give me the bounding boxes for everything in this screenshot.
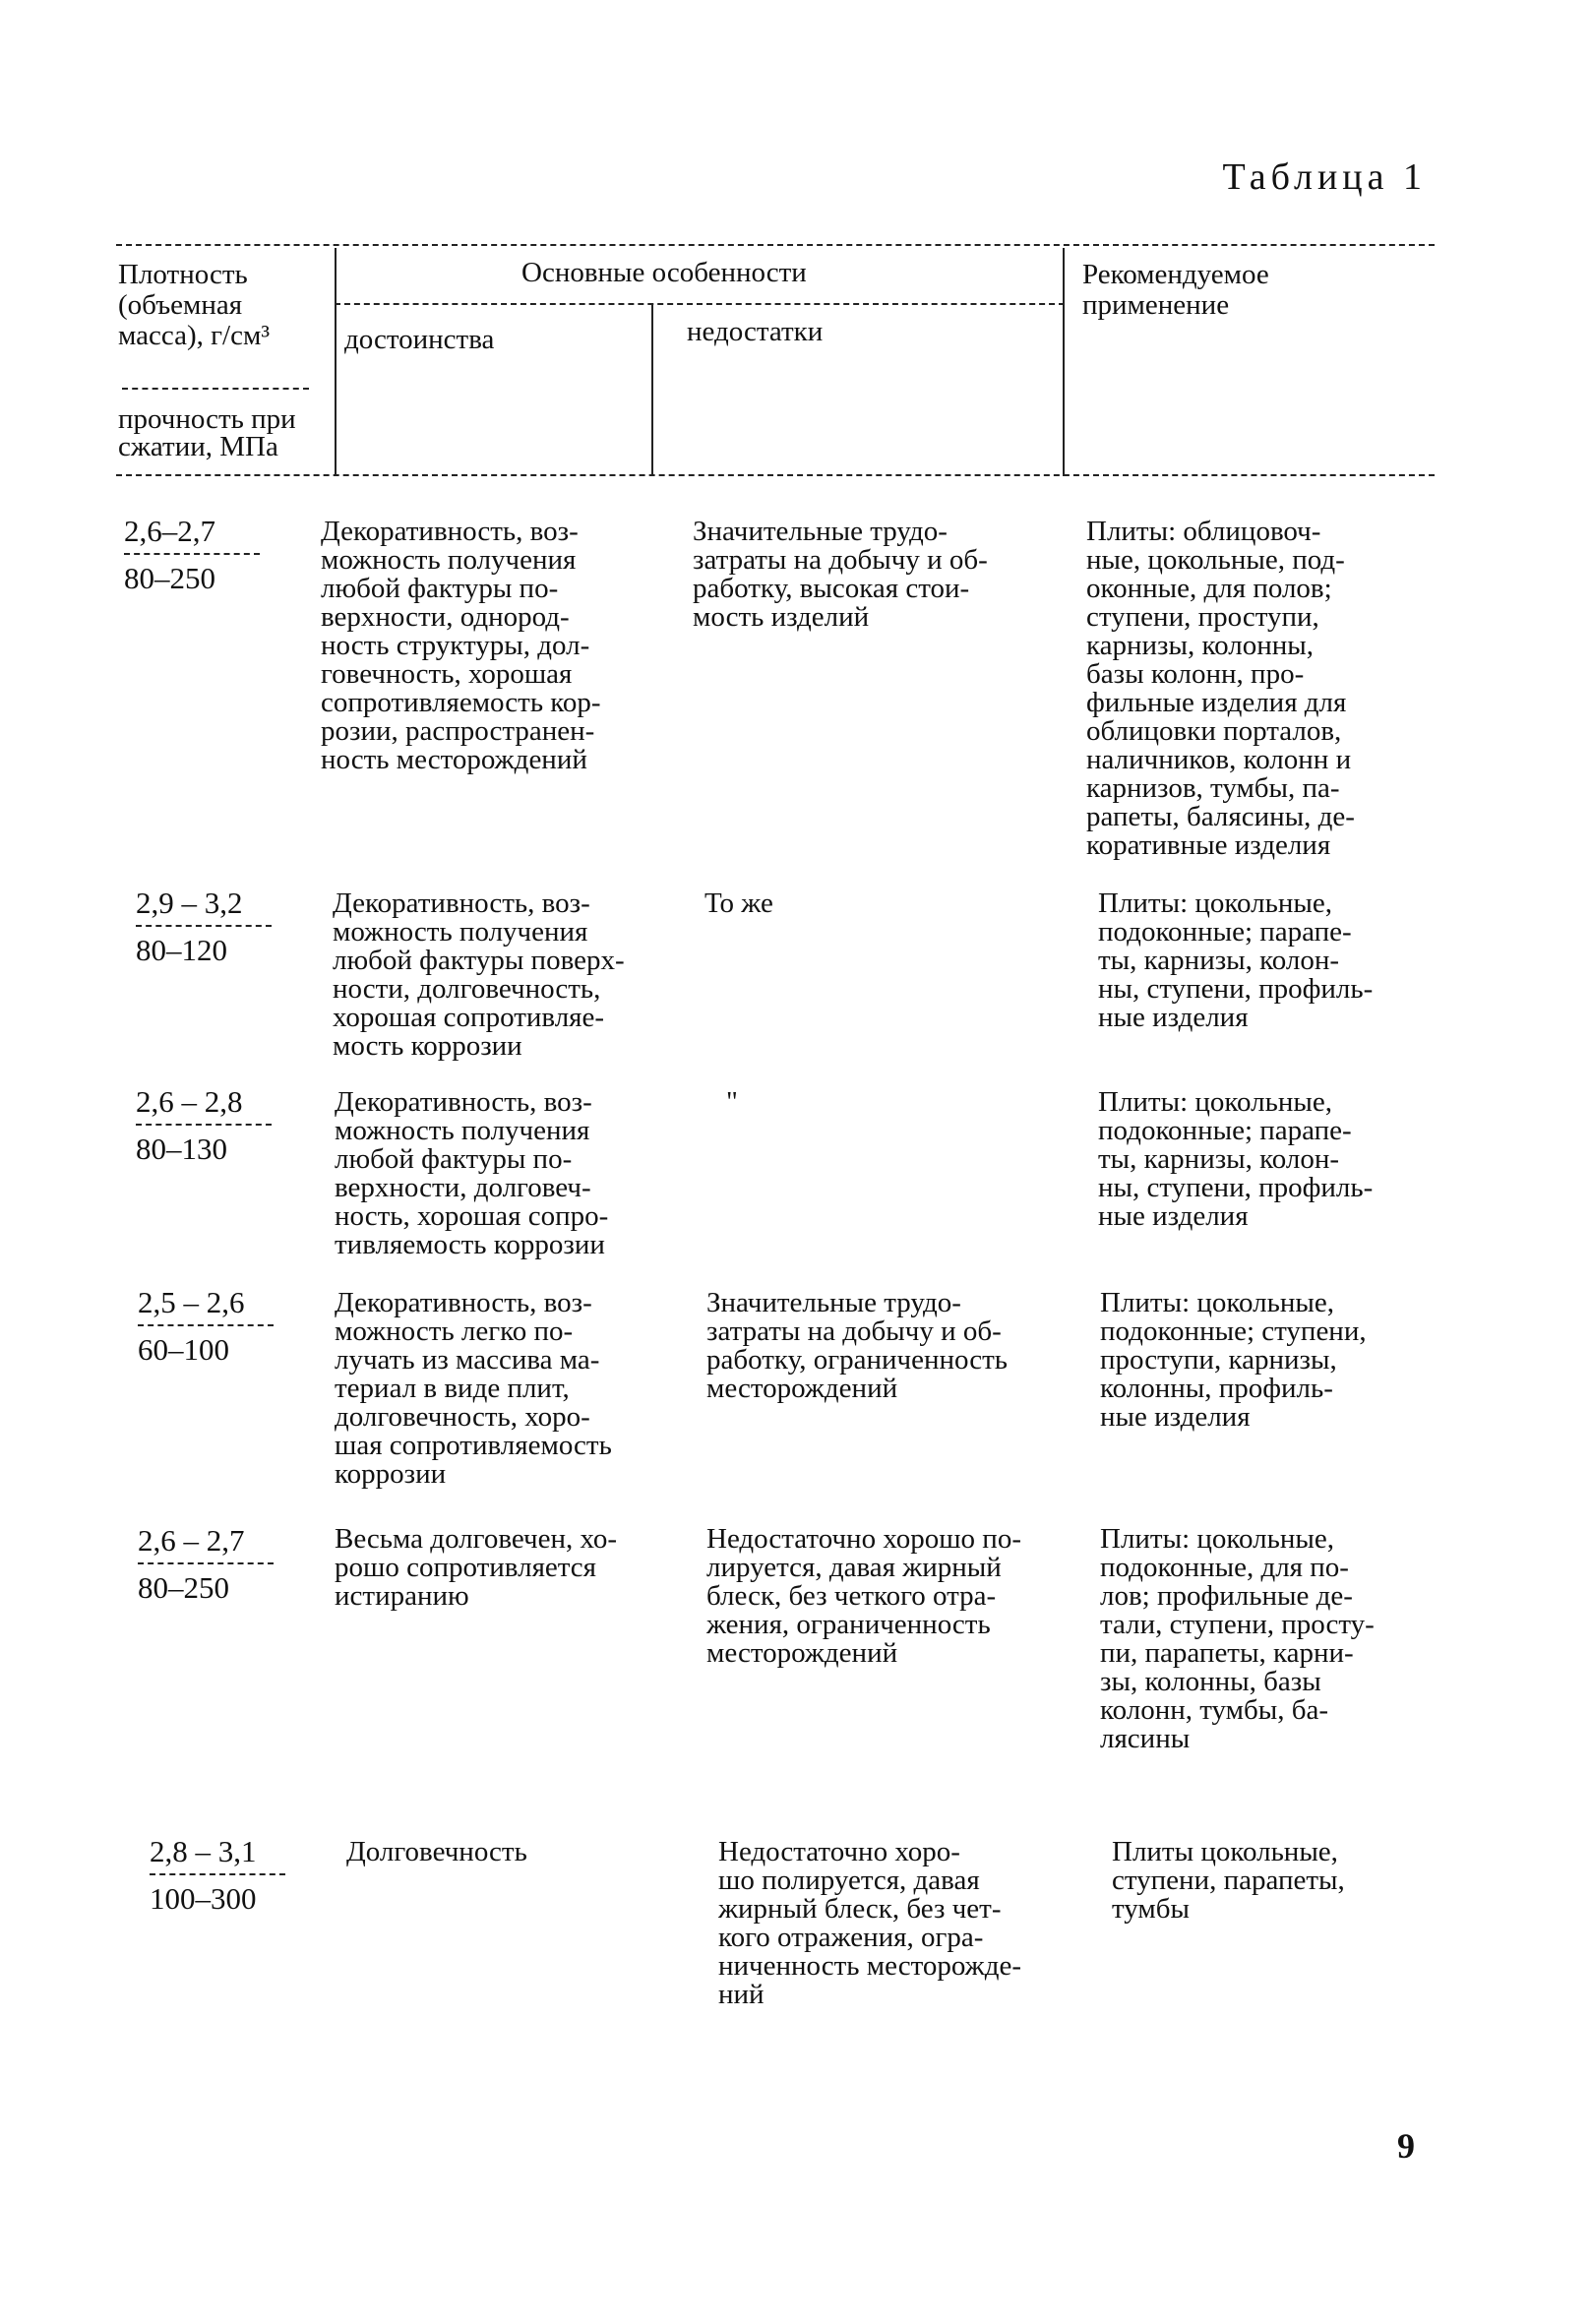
- density-value: 2,5 – 2,6: [138, 1285, 245, 1319]
- header-disadvantages: недостатки: [687, 316, 824, 347]
- fraction-line: [136, 1124, 272, 1126]
- table-row-5-density: [138, 1525, 274, 1603]
- page-number: 9: [1397, 2126, 1415, 2166]
- table-row-4-density: [138, 1287, 274, 1365]
- col-border-3: [1063, 248, 1065, 476]
- table-row-3-disadvantages: ": [726, 1086, 738, 1118]
- table-caption: Таблица 1: [1222, 156, 1427, 198]
- table-row-1-advantages: Декоративность, воз- можность получения любой фактуры по- верхности, однород- ность структуры, дол- говечность, хорошая сопротивляемость кор- розии, распространен- ность месторождений: [321, 516, 601, 775]
- table-row-6-disadvantages: Недостаточно хоро- шо полируется, давая жирный блеск, без чет- кого отражения, огра- ниченность месторожде- ний: [718, 1836, 1021, 2010]
- header-density: Плотность (объемная масса), г/см³: [118, 259, 271, 351]
- col-border-2: [651, 305, 653, 476]
- fraction-line: [138, 1562, 274, 1564]
- fraction-line: [124, 553, 260, 555]
- density-value: 2,6 – 2,7: [138, 1523, 245, 1558]
- table-row-6-density: [150, 1836, 285, 1914]
- header-main-group: Основные особенности: [521, 257, 807, 288]
- strength-value: 80–250: [124, 561, 215, 595]
- density-value: 2,6–2,7: [124, 514, 215, 548]
- header-strength: прочность при сжатии, МПа: [118, 403, 296, 462]
- table-row-4-disadvantages: Значительные трудо- затраты на добычу и об- работку, ограниченность месторождений: [706, 1287, 1008, 1404]
- fraction-line: [150, 1873, 285, 1875]
- table-row-1-disadvantages: Значительные трудо- затраты на добычу и об- работку, высокая стои- мость изделий: [693, 516, 988, 633]
- strength-value: 100–300: [150, 1881, 257, 1916]
- table-row-5-advantages: Весьма долговечен, хо- рошо сопротивляется истиранию: [335, 1523, 618, 1612]
- table-row-6-advantages: Долговечность: [346, 1836, 527, 1867]
- table-row-4-advantages: Декоративность, воз- можность легко по- лучать из массива ма- териал в виде плит, долговечность, хоро- шая сопротивляемость коррозии: [335, 1287, 612, 1490]
- table-row-1-application: Плиты: облицовоч- ные, цокольные, под- оконные, для полов; ступени, проступи, карнизы, колонны, базы колонн, про- фильные изделия для облицовки порталов, наличников, колонн и карнизов, тумбы, па- рапеты, балясины, де- коративные изделия: [1086, 516, 1355, 861]
- strength-value: 80–250: [138, 1570, 229, 1605]
- table-row-1-density: [124, 516, 260, 593]
- table-row-6-application: Плиты цокольные, ступени, парапеты, тумбы: [1112, 1836, 1345, 1925]
- table-row-3-advantages: Декоративность, воз- можность получения любой фактуры по- верхности, долговеч- ность, хорошая сопро- тивляемость коррозии: [335, 1086, 609, 1260]
- table-row-5-disadvantages: Недостаточно хорошо по- лируется, давая жирный блеск, без четкого отра- жения, ограниченность месторождений: [706, 1523, 1021, 1669]
- group-divider-rule: [335, 303, 1065, 305]
- strength-value: 80–130: [136, 1131, 227, 1166]
- header-top-rule: [116, 244, 1435, 246]
- col1-divider-rule: [122, 388, 309, 390]
- header-recommended: Рекомендуемое применение: [1082, 259, 1269, 321]
- header-bottom-rule: [116, 474, 1435, 476]
- fraction-line: [136, 925, 272, 927]
- strength-value: 80–120: [136, 933, 227, 967]
- table-row-3-application: Плиты: цокольные, подоконные; парапе- ты, карнизы, колон- ны, ступени, профиль- ные изделия: [1098, 1086, 1374, 1232]
- table-row-2-disadvantages: То же: [704, 887, 773, 919]
- density-value: 2,9 – 3,2: [136, 886, 243, 920]
- table-row-3-density: [136, 1086, 272, 1164]
- strength-value: 60–100: [138, 1332, 229, 1367]
- table-row-2-advantages: Декоративность, воз- можность получения любой фактуры поверх- ности, долговечность, хорошая сопротивляе- мость коррозии: [333, 887, 625, 1062]
- density-value: 2,8 – 3,1: [150, 1834, 257, 1868]
- table-row-2-density: [136, 887, 272, 965]
- fraction-line: [138, 1324, 274, 1326]
- table-row-5-application: Плиты: цокольные, подоконные, для по- лов; профильные де- тали, ступени, просту- пи, парапеты, карни- зы, колонны, базы колонн, тумбы, ба- лясины: [1100, 1523, 1375, 1754]
- table-row-2-application: Плиты: цокольные, подоконные; парапе- ты, карнизы, колон- ны, ступени, профиль- ные изделия: [1098, 887, 1374, 1033]
- header-advantages: достоинства: [344, 324, 495, 355]
- density-value: 2,6 – 2,8: [136, 1084, 243, 1119]
- table-row-4-application: Плиты: цокольные, подоконные; ступени, проступи, карнизы, колонны, профиль- ные изделия: [1100, 1287, 1367, 1433]
